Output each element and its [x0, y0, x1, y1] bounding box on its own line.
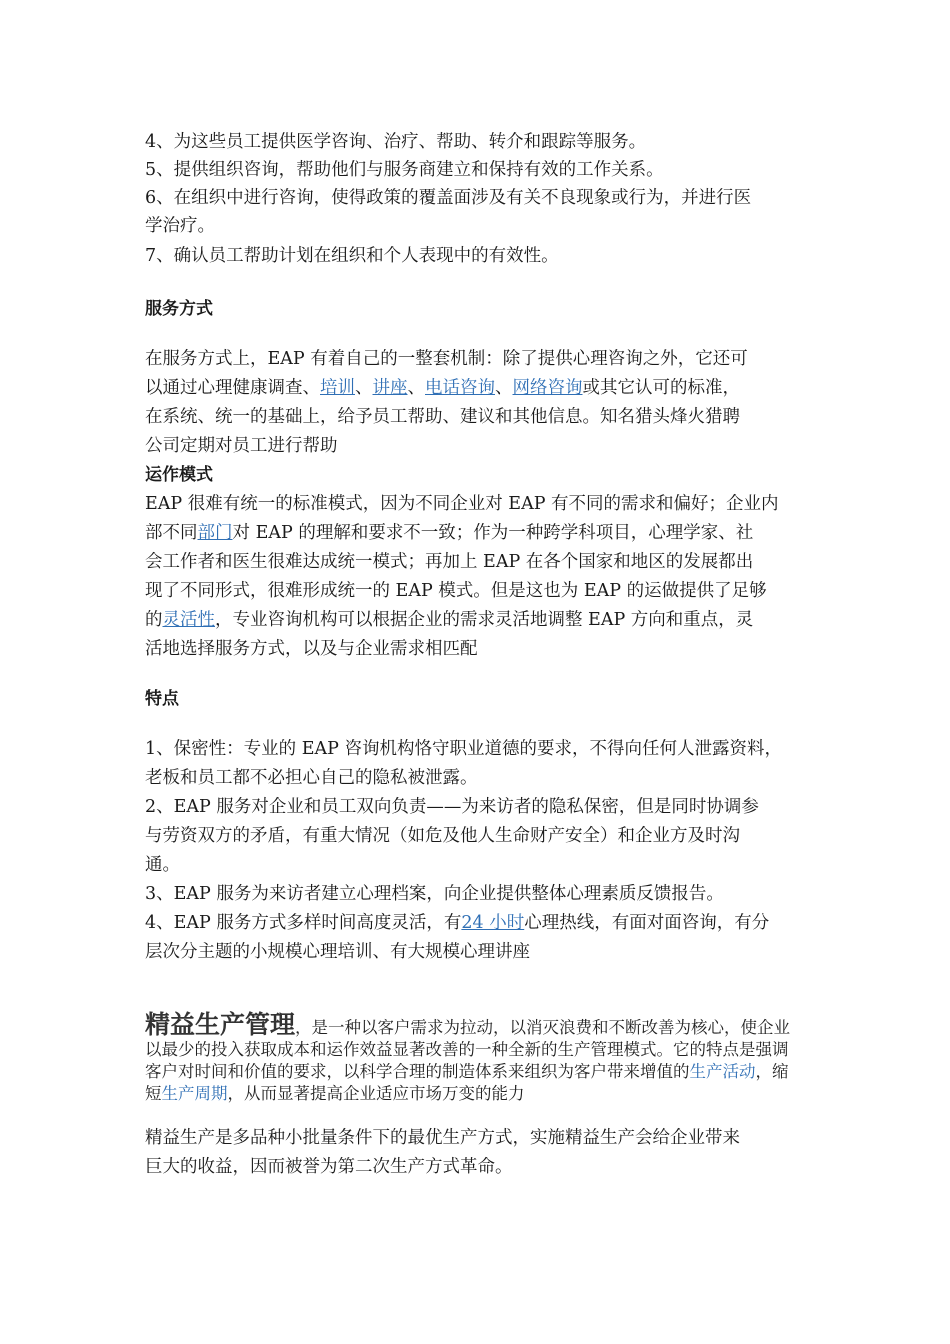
list-item: 7、确认员工帮助计划在组织和个人表现中的有效性。	[145, 246, 559, 266]
paragraph-line: 会工作者和医生很难达成统一模式；再加上 EAP 在各个国家和地区的发展都出	[145, 552, 754, 572]
list-item-continuation: 学治疗。	[145, 216, 215, 236]
paragraph-line: 精益生产是多品种小批量条件下的最优生产方式，实施精益生产会给企业带来	[145, 1128, 740, 1148]
link-training[interactable]: 培训	[320, 378, 355, 398]
paragraph-line: 现了不同形式，很难形成统一的 EAP 模式。但是这也为 EAP 的运做提供了足够	[145, 581, 767, 601]
link-production-activity[interactable]: 生产活动	[689, 1062, 756, 1081]
lean-title: 精益生产管理	[145, 1010, 296, 1039]
list-item: 4、为这些员工提供医学咨询、治疗、帮助、转介和跟踪等服务。	[145, 132, 647, 152]
link-phone-consult[interactable]: 电话咨询	[425, 378, 495, 398]
lean-intro-line: 精益生产管理，是一种以客户需求为拉动，以消灭浪费和不断改善为核心，使企业	[145, 1010, 791, 1039]
lean-intro-line: 客户对时间和价值的要求，以科学合理的制造体系来组织为客户带来增值的生产活动，缩	[145, 1062, 789, 1081]
list-item: 1、保密性：专业的 EAP 咨询机构恪守职业道德的要求，不得向任何人泄露资料，	[145, 739, 782, 759]
lean-intro-line: 短生产周期，从而显著提高企业适应市场万变的能力	[145, 1084, 525, 1103]
list-item: 6、在组织中进行咨询，使得政策的覆盖面涉及有关不良现象或行为，并进行医	[145, 188, 752, 208]
list-item-continuation: 层次分主题的小规模心理培训、有大规模心理讲座	[145, 942, 530, 962]
link-department[interactable]: 部门	[197, 523, 233, 543]
list-item-continuation: 通。	[145, 855, 180, 875]
paragraph-line: EAP 很难有统一的标准模式，因为不同企业对 EAP 有不同的需求和偏好；企业内	[145, 494, 779, 514]
heading-features: 特点	[145, 689, 179, 709]
list-item: 5、提供组织咨询，帮助他们与服务商建立和保持有效的工作关系。	[145, 160, 664, 180]
heading-operation: 运作模式	[145, 465, 213, 485]
link-lecture[interactable]: 讲座	[372, 378, 408, 398]
list-item: 3、EAP 服务为来访者建立心理档案，向企业提供整体心理素质反馈报告。	[145, 884, 724, 904]
paragraph-line: 部不同部门对 EAP 的理解和要求不一致；作为一种跨学科项目，心理学家、社	[145, 523, 754, 543]
paragraph-line: 在系统、统一的基础上，给予员工帮助、建议和其他信息。知名猎头烽火猎聘	[145, 407, 740, 427]
list-item-continuation: 老板和员工都不必担心自己的隐私被泄露。	[145, 768, 478, 788]
paragraph-line: 的灵活性，专业咨询机构可以根据企业的需求灵活地调整 EAP 方向和重点，灵	[145, 610, 754, 630]
link-production-cycle[interactable]: 生产周期	[161, 1084, 228, 1103]
link-network-consult[interactable]: 网络咨询	[512, 378, 583, 398]
link-flexibility[interactable]: 灵活性	[162, 610, 215, 630]
paragraph-line: 在服务方式上，EAP 有着自己的一整套机制：除了提供心理咨询之外，它还可	[145, 349, 748, 369]
heading-service: 服务方式	[145, 299, 213, 319]
paragraph-line: 巨大的收益，因而被誉为第二次生产方式革命。	[145, 1157, 513, 1177]
list-item-continuation: 与劳资双方的矛盾，有重大情况（如危及他人生命财产安全）和企业方及时沟	[145, 826, 740, 846]
paragraph-line: 以通过心理健康调查、培训、讲座、电话咨询、网络咨询或其它认可的标准，	[145, 378, 740, 398]
list-item: 2、EAP 服务对企业和员工双向负责——为来访者的隐私保密，但是同时协调参	[145, 797, 759, 817]
link-24-hours[interactable]: 24 小时	[461, 913, 525, 933]
paragraph-line: 公司定期对员工进行帮助	[145, 436, 338, 456]
paragraph-line: 活地选择服务方式，以及与企业需求相匹配	[145, 639, 478, 659]
lean-intro-line: 以最少的投入获取成本和运作效益显著改善的一种全新的生产管理模式。它的特点是强调	[145, 1040, 789, 1059]
list-item: 4、EAP 服务方式多样时间高度灵活，有24 小时心理热线，有面对面咨询，有分	[145, 913, 770, 933]
